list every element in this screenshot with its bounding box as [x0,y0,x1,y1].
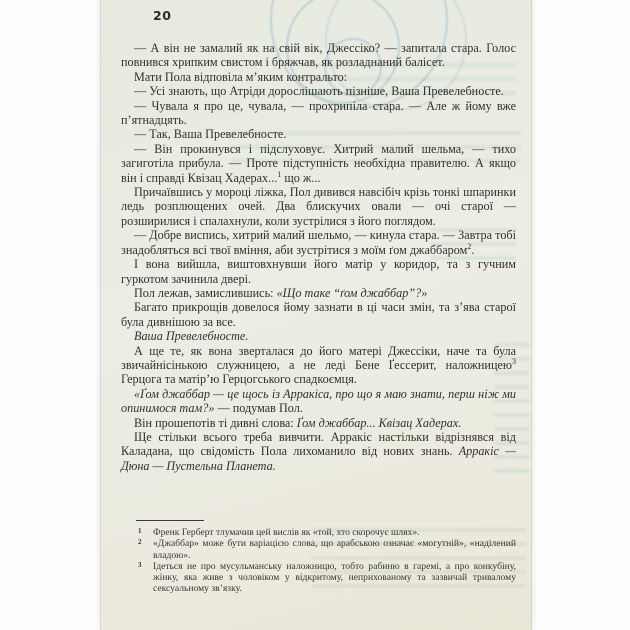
book-page [100,0,532,630]
footnote-marker: 1 [277,169,282,179]
paragraph: Ще стільки всього треба вивчити. Арракіс настільки відрізнявся від Каладана, що свідомість Пола лихоманило від нових знань. Арракіс — Дюна — Пустельна Планета. [121,429,516,473]
footnotes [138,527,516,595]
footnote [138,527,516,538]
paragraph: І вона вийшла, виштовхнувши його матір у коридор, та з гучним гуркотом зачинила двері. [121,257,516,286]
page-number: 20 [153,8,172,23]
paragraph: Пол лежав, замислившись: «Що таке “ґом джаббар”?» [134,285,428,300]
body-text [121,41,516,473]
paragraph: А ще те, як вона зверталася до його матері Джессіки, наче та була звичайнісінькою служницею, а не леді Бене Ґессерит, наложницею$^3$ Герцога та матір’ю Герцогського спадкоємця. [121,343,516,387]
footnote-marker: 2 [467,241,472,251]
footnote [138,538,516,561]
footnote-text: Ідеться не про мусульманську наложницю, тобто рабиню в гаремі, а про конкубіну, жінку, яка живе з чоловіком у відкритому, неприхованому та зазвичай тривалому сексуальному зв’язку. [153,560,516,595]
footnote-number: 1 [138,527,142,535]
footnote-text: «Джаббар» може бути варіацією слова, що арабською означає «могутній», «наділений владою». [153,538,516,561]
paragraph: Причаївшись у мороці ліжка, Пол дивився навсібіч крізь тонкі шпаринки ледь розплющених очей. Два блискучих овали — очі старої — розширилися і спалахнули, коли зустрілися з його поглядом. [121,185,516,228]
footnote-number: 2 [138,538,142,547]
paragraph: «Ґом джаббар — це щось із Арракіса, про що я маю знати, перш ніж ми опинимося там?» — подумав Пол. [121,386,516,416]
paragraph: — А він не замалий як на свій вік, Джессіко? — запитала стара. Голос повнився хрипким свистом і бряжчав, як розладнаний балісет. [121,41,516,70]
paragraph: Багато прикрощів довелося йому зазнати в ці часи змін, та з’ява старої була дивнішою за все. [121,300,516,329]
footnote-number: 3 [138,560,142,569]
paragraph: — Він прокинувся і підслуховує. Хитрий малий шельма, — тихо загиготіла прибула. — Проте підступність необхідна правителю. А якщо він і справді Квізац Хадерах...$^1$ що ж... [121,141,516,185]
footnote-text: Френк Герберт тлумачив цей вислів як «той, хто скорочує шлях». [153,527,420,538]
paragraph: Він прошепотів ті дивні слова: Ґом джаббар... Квізац Хадерах. [134,415,462,430]
paragraph: — Чувала я про це, чувала, — прохрипіла стара. — Але ж йому вже п’ятнадцять. [121,98,516,128]
footnote-marker: 3 [512,356,516,366]
paragraph: — Добре виспись, хитрий малий шельмо, — кинула стара. — Завтра тобі знадобляться всі твої вміння, аби зустрітися з моїм ґом джаббаром$^2$. [121,228,516,257]
footnote-separator [136,520,204,521]
paragraph: Мати Пола відповіла м’яким контральто: [134,69,348,84]
paragraph: — Усі знають, що Атріди дорослішають пізніше, Ваша Превелебносте. [134,84,504,99]
paragraph: Ваша Превелебносте. [134,329,249,344]
footnote [138,561,516,595]
paragraph: — Так, Ваша Превелебносте. [134,127,287,142]
